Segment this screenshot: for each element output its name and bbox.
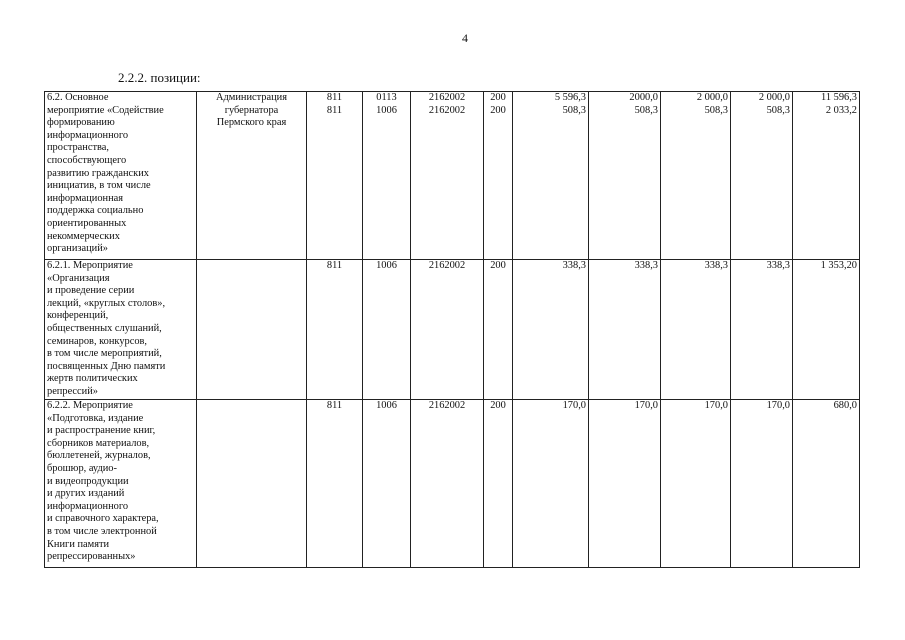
activity-name-line: брошюр, аудио-: [47, 462, 117, 474]
activity-name-cell: [45, 260, 197, 400]
grbs-code: 811: [326, 92, 343, 103]
section-code: 0113: [376, 92, 397, 103]
section-code: 1006: [376, 400, 397, 411]
expense-type: 200: [490, 104, 506, 116]
activity-name-line: и проведение серии: [47, 285, 135, 297]
value-total: 11 596,3: [821, 92, 857, 103]
value-year-1: 5 596,3: [554, 92, 586, 103]
expense-type-cell: [484, 260, 513, 400]
value-year-3: 338,3: [704, 260, 728, 271]
activity-name-line: пространства,: [47, 142, 109, 154]
activity-name-line: посвященных Дню памяти: [47, 360, 166, 372]
value-year-3: 2 000,0: [696, 92, 728, 103]
grbs-code: 811: [326, 260, 343, 271]
value-year-1: 508,3: [562, 104, 586, 116]
value-year-1: 170,0: [562, 400, 586, 411]
activity-name-line: организаций»: [47, 243, 108, 255]
activity-name-line: способствующего: [47, 154, 127, 166]
value-year-4: 170,0: [766, 400, 790, 411]
activity-name-line: ориентированных: [47, 217, 127, 229]
value-year-3: 508,3: [704, 104, 728, 116]
activity-name-line: 6.2.1. Мероприятие: [47, 260, 133, 271]
value-year-2-cell: [589, 260, 661, 400]
activity-name-line: жертв политических: [47, 373, 138, 385]
expense-type: 200: [490, 400, 506, 411]
target-article-cell: [411, 260, 484, 400]
expense-type-cell: [484, 92, 513, 260]
value-year-2-cell: [589, 400, 661, 568]
value-year-4-cell: [731, 400, 793, 568]
activity-name-line: «Организация: [47, 272, 110, 284]
value-year-2: 2000,0: [629, 92, 658, 103]
section-code: 1006: [376, 260, 397, 271]
table-row: [45, 260, 860, 400]
administrator-line: Администрация: [215, 92, 288, 103]
target-article: 2162002: [428, 260, 466, 271]
value-year-3-cell: [661, 400, 731, 568]
activity-name-line: информационного: [47, 129, 129, 141]
activity-name-line: информационная: [47, 192, 124, 204]
value-year-3: 170,0: [704, 400, 728, 411]
administrator-line: Пермского края: [216, 117, 287, 129]
target-article: 2162002: [428, 104, 466, 116]
section-heading: 2.2.2. позиции:: [118, 70, 201, 85]
section-code-cell: [363, 260, 411, 400]
value-year-1-cell: [513, 92, 589, 260]
expense-type-cell: [484, 400, 513, 568]
section-code-cell: [363, 92, 411, 260]
activity-name-line: мероприятие «Содействие: [47, 104, 164, 116]
activity-name-line: репрессированных»: [47, 551, 136, 563]
activity-name-line: сборников материалов,: [47, 437, 150, 449]
activity-name-line: и других изданий: [47, 488, 125, 500]
budget-table: [44, 91, 860, 568]
administrator-cell: [197, 92, 307, 260]
activity-name-line: репрессий»: [47, 385, 98, 397]
target-article-cell: [411, 400, 484, 568]
value-year-3-cell: [661, 260, 731, 400]
value-year-4-cell: [731, 92, 793, 260]
activity-name-cell: [45, 400, 197, 568]
activity-name-line: «Подготовка, издание: [47, 412, 144, 424]
activity-name-line: семинаров, конкурсов,: [47, 335, 148, 347]
activity-name-line: и справочного характера,: [47, 513, 159, 525]
value-year-4: 338,3: [766, 260, 790, 271]
grbs-code-cell: [307, 400, 363, 568]
value-year-2: 338,3: [634, 260, 658, 271]
administrator-cell: [197, 260, 307, 400]
activity-name-cell: [45, 92, 197, 260]
activity-name-line: инициатив, в том числе: [47, 180, 151, 192]
value-year-4-cell: [731, 260, 793, 400]
activity-name-line: информационного: [47, 500, 129, 512]
expense-type: 200: [490, 260, 506, 271]
value-year-1-cell: [513, 400, 589, 568]
target-article: 2162002: [428, 400, 466, 411]
expense-type: 200: [490, 92, 506, 103]
value-total-cell: [793, 92, 860, 260]
activity-name-line: бюллетеней, журналов,: [47, 450, 151, 462]
value-year-3-cell: [661, 92, 731, 260]
grbs-code-cell: [307, 92, 363, 260]
administrator-line: губернатора: [224, 104, 279, 116]
activity-name-line: и видеопродукции: [47, 475, 129, 487]
value-year-2-cell: [589, 92, 661, 260]
value-year-1: 338,3: [562, 260, 586, 271]
activity-name-line: в том числе мероприятий,: [47, 348, 162, 360]
administrator-cell: [197, 400, 307, 568]
section-code: 1006: [376, 104, 397, 116]
table-row: [45, 400, 860, 568]
value-total: 1 353,20: [820, 260, 857, 271]
table-row: [45, 92, 860, 260]
target-article-cell: [411, 92, 484, 260]
activity-name-line: поддержка социально: [47, 205, 144, 217]
value-total: 2 033,2: [825, 104, 857, 116]
value-total: 680,0: [833, 400, 857, 411]
value-year-4: 2 000,0: [758, 92, 790, 103]
activity-name-line: конференций,: [47, 310, 109, 322]
activity-name-line: формированию: [47, 117, 115, 129]
activity-name-line: 6.2.2. Мероприятие: [47, 400, 133, 411]
value-year-2: 170,0: [634, 400, 658, 411]
activity-name-line: 6.2. Основное: [47, 92, 109, 103]
activity-name-line: общественных слушаний,: [47, 322, 162, 334]
activity-name-line: лекций, «круглых столов»,: [47, 297, 166, 309]
value-year-4: 508,3: [766, 104, 790, 116]
activity-name-line: и распространение книг,: [47, 425, 156, 437]
activity-name-line: в том числе электронной: [47, 525, 157, 537]
value-total-cell: [793, 400, 860, 568]
budget-table-body: [45, 92, 860, 568]
grbs-code: 811: [326, 400, 343, 411]
value-year-2: 508,3: [634, 104, 658, 116]
activity-name-line: Книги памяти: [47, 538, 110, 550]
grbs-code: 811: [326, 104, 343, 116]
grbs-code-cell: [307, 260, 363, 400]
activity-name-line: некоммерческих: [47, 230, 120, 242]
page-number: 4: [462, 31, 468, 45]
activity-name-line: развитию гражданских: [47, 167, 149, 179]
target-article: 2162002: [428, 92, 466, 103]
section-code-cell: [363, 400, 411, 568]
value-year-1-cell: [513, 260, 589, 400]
value-total-cell: [793, 260, 860, 400]
